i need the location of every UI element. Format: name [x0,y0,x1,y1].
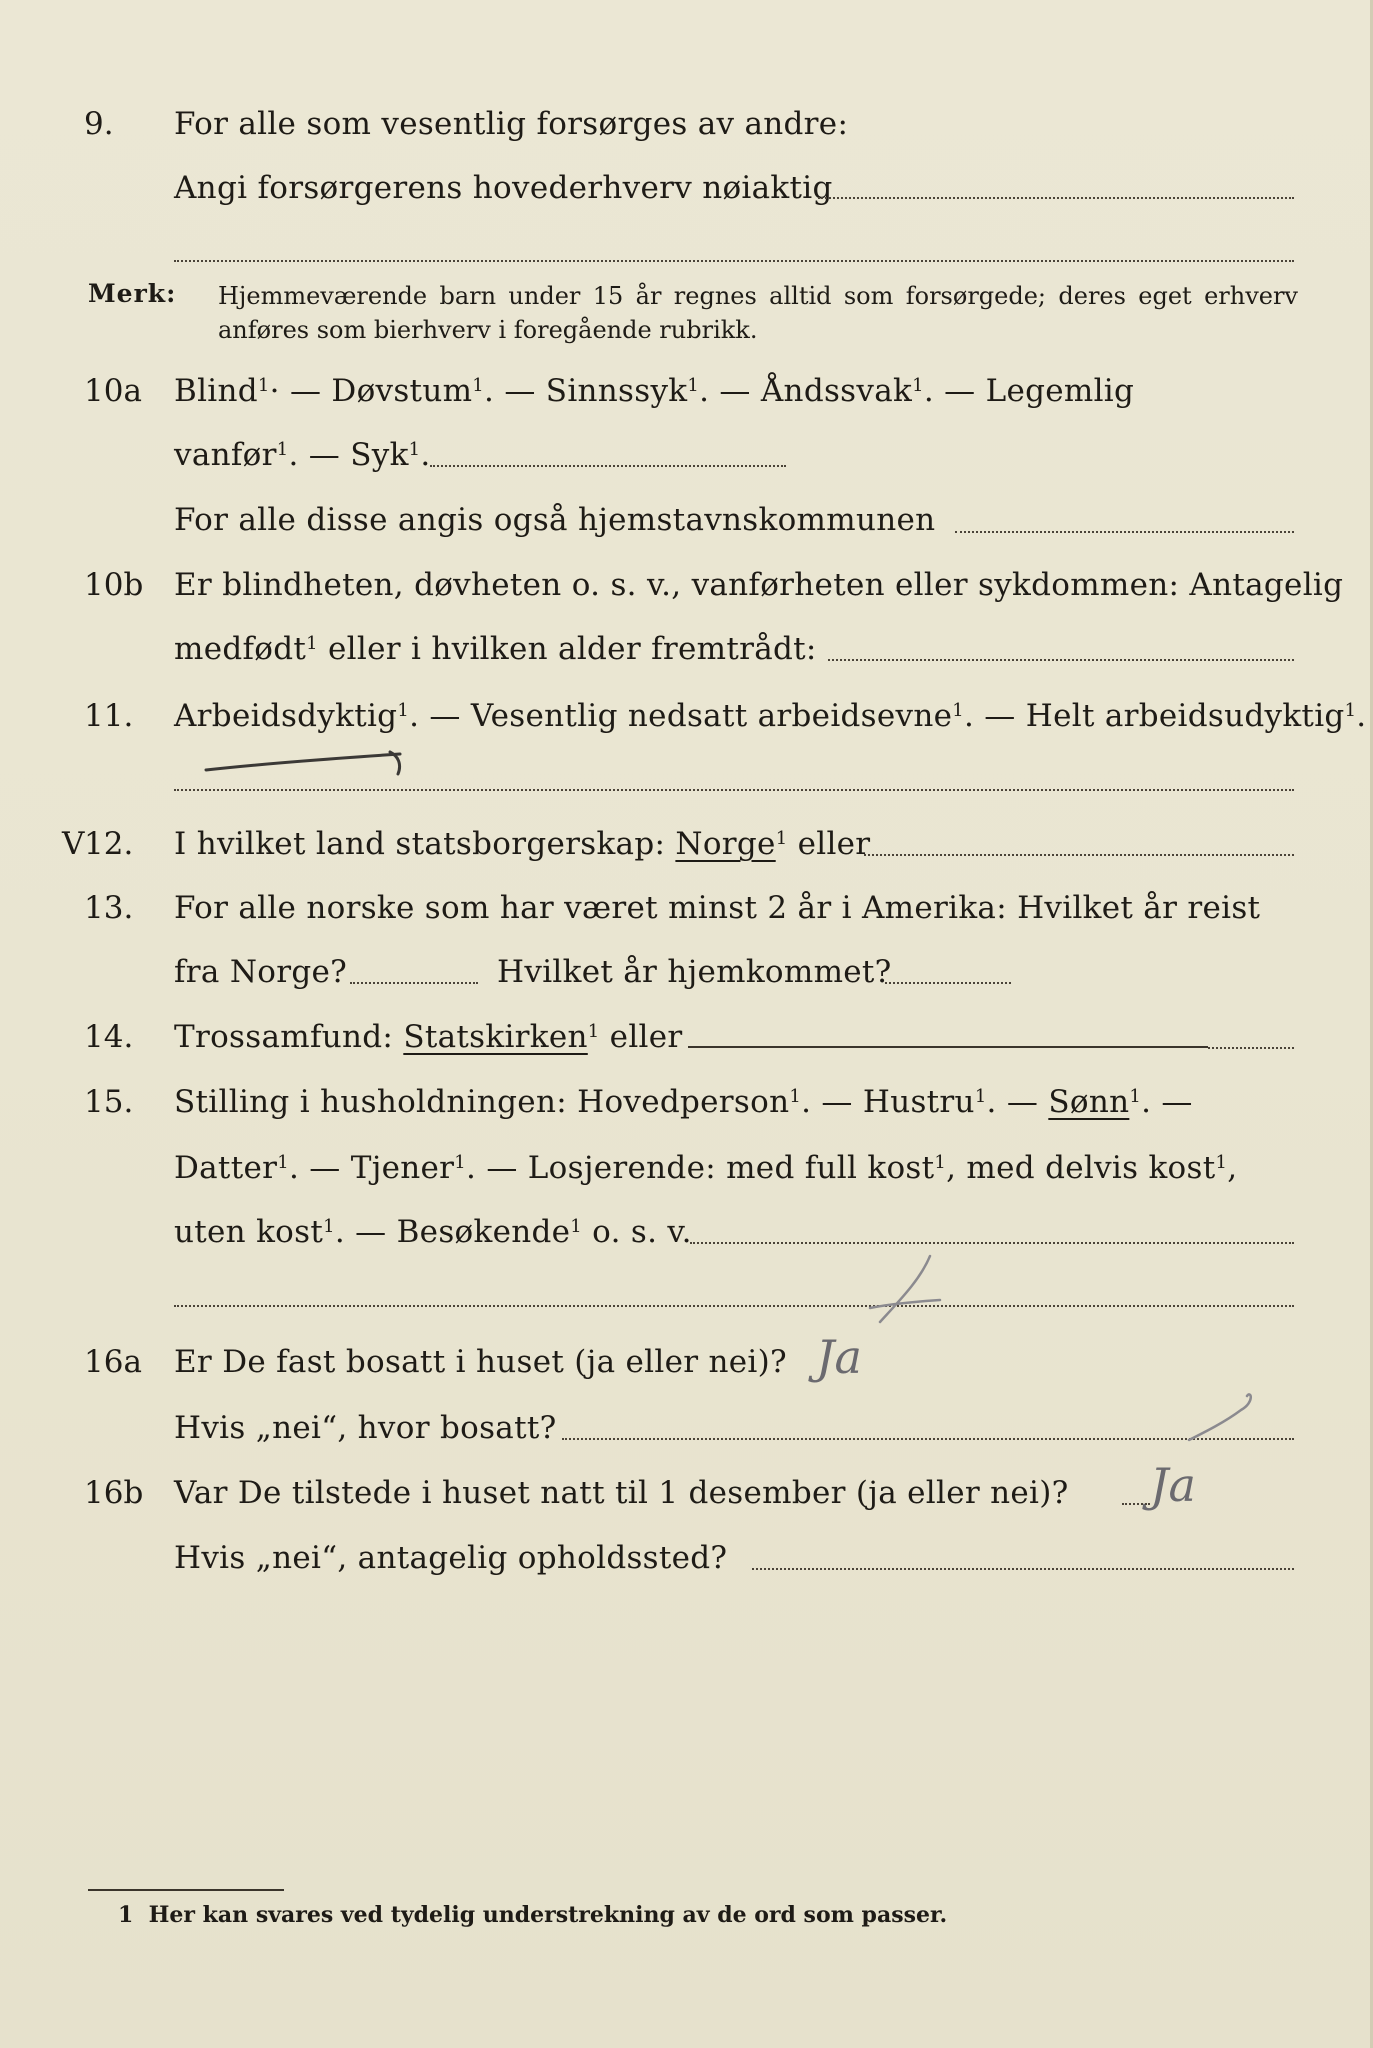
q16a-pencil-ditto [860,1250,960,1330]
q10a-line3: For alle disse angis også hjemstavnskommunen [174,502,936,538]
q10a-dovstum: · — Døvstum [269,373,473,409]
q11-udyktig: . — Helt arbeidsudyktig [964,698,1345,734]
footnote-mark: 1 [306,633,318,655]
footnote-mark: 1 [587,1021,600,1043]
footnote-mark: 1 [408,439,421,461]
footnote-mark: 1 [974,1086,987,1108]
q15-full-kost: . — Losjerende: med full kost [466,1150,935,1186]
q15-sonn: Sønn [1048,1084,1130,1120]
footnote-mark: 1 [397,700,410,722]
q10a-sinnssyk: . — Sinnssyk [484,373,688,409]
q15-delvis-kost: , med delvis kost [946,1150,1216,1186]
footnote-mark: 1 [1129,1086,1142,1108]
q10b-line1: Er blindheten, døvheten o. s. v., vanførheten eller sykdommen: Antagelig [174,567,1344,603]
q10b-line2 [174,631,817,667]
footnote [118,1902,947,1928]
q13-line1: For alle norske som har været minst 2 år i Amerika: Hvilket år reist [174,890,1261,926]
q10a-hjemstavn-line[interactable] [955,531,1294,533]
footnote-mark: 1 [570,1216,583,1238]
q16b-number: 16b [84,1475,144,1511]
merk-note: Hjemmeværende barn under 15 år regnes alltid som forsørgede; deres eget erhverv anføres som bierhverv i foregående rubrikk. [218,282,1298,344]
q14-statskirken: Statskirken [403,1019,588,1055]
q16b-line2: Hvis „nei“, antagelig opholdssted? [174,1540,728,1576]
q16a-line1: Er De fast bosatt i huset (ja eller nei)? [174,1344,787,1380]
footnote-mark: 1 [789,1086,802,1108]
q10b-number: 10b [84,567,144,603]
footnote-mark: 1 [775,828,788,850]
q10a-andssvak: . — Åndssvak [699,373,913,409]
q12-eller: eller [787,826,871,862]
q15-hovedperson: Stilling i husholdningen: Hovedperson [174,1084,790,1120]
q15-datter: Datter [174,1150,278,1186]
q14-answer-line[interactable] [1208,1047,1294,1049]
footnote-mark: 1 [277,1152,289,1174]
footnote-text: Her kan svares ved tydelig understrekning av de ord som passer. [148,1902,948,1928]
q14-trossamfund: Trossamfund: [174,1019,394,1055]
q12-statsborgerskap: I hvilket land statsborgerskap: [174,826,666,862]
q15-dash: . — [986,1084,1049,1120]
q16b-pencil-ditto [1175,1388,1265,1458]
footnote-rule [88,1889,284,1891]
q14-number: 14. [84,1019,134,1055]
q10a-vanfor: vanfør [174,437,277,473]
q15-hustru: . — Hustru [801,1084,975,1120]
q15-osv: o. s. v. [582,1214,692,1250]
q16b-line1: Var De tilstede i huset natt til 1 desember (ja eller nei)? [174,1475,1069,1511]
q15-answer-line[interactable] [690,1242,1294,1244]
q15-line1 [174,1084,1193,1120]
footnote-mark: 1 [952,700,964,722]
q9-number: 9. [84,106,114,142]
q13-fra-norge: fra Norge? [174,954,348,990]
footnote-number: 1 [118,1902,134,1928]
q9-line2: Angi forsørgerens hovederhverv nøiaktig [174,170,833,206]
q15-comma: , [1227,1150,1238,1186]
q11-nedsatt: . — Vesentlig nedsatt arbeidsevne [409,698,953,734]
footnote-mark: 1 [454,1152,467,1174]
q12-number: 12. [84,826,134,862]
q10b-alder: eller i hvilken alder fremtrådt: [317,631,817,667]
q12-answer-line[interactable] [864,854,1294,856]
footnote-mark: 1 [276,439,289,461]
q15-besokende: . — Besøkende [334,1214,571,1250]
q16b-opholdssted-line[interactable] [752,1568,1294,1570]
q13-line2 [174,954,892,990]
q13-hjemkommet-line[interactable] [885,982,1011,984]
q9-answer-line[interactable] [818,197,1294,199]
q11-answer-line[interactable] [174,789,1294,791]
q15-tjener: . — Tjener [288,1150,455,1186]
q14-line1 [174,1019,683,1055]
q16a-handwritten-answer[interactable]: Ja [816,1330,862,1384]
q11-number: 11. [84,698,134,734]
q13-hjemkommet: Hvilket år hjemkommet? [497,954,892,990]
footnote-mark: 1 [257,375,270,397]
q15-line3 [174,1214,692,1250]
q10a-period: . [420,437,431,473]
q16a-number: 16a [84,1344,142,1380]
q10a-syk: . — Syk [288,437,409,473]
q11-period: . [1356,698,1367,734]
q12-margin-mark: V [62,826,85,862]
footnote-mark: 1 [687,375,700,397]
q16b-answer-line[interactable] [1122,1503,1150,1505]
q12-line1 [174,826,870,862]
q15-number: 15. [84,1084,134,1120]
q16a-line2: Hvis „nei“, hvor bosatt? [174,1410,557,1446]
q11-pencil-underline [200,740,420,780]
footnote-mark: 1 [934,1152,947,1174]
q11-line1 [174,698,1366,734]
merk-label: Merk: [88,279,177,308]
footnote-mark: 1 [1215,1152,1228,1174]
q10b-answer-line[interactable] [828,659,1294,661]
q15-line2 [174,1150,1237,1186]
q10a-line2 [174,437,431,473]
q15-uten-kost: uten kost [174,1214,324,1250]
q10a-answer-line[interactable] [430,465,786,467]
q15-dash-end: . — [1141,1084,1193,1120]
q10a-line1 [174,373,1294,409]
q13-number: 13. [84,890,134,926]
q10a-blind: Blind [174,373,258,409]
q16b-handwritten-answer[interactable]: Ja [1150,1458,1196,1512]
q10a-number: 10a [84,373,142,409]
footnote-mark: 1 [323,1216,335,1238]
q11-arbeidsdyktig: Arbeidsdyktig [174,698,398,734]
q13-reist-line[interactable] [350,982,478,984]
q14-pencil-line [688,1046,1208,1048]
q9-line1: For alle som vesentlig forsørges av andre: [174,106,849,142]
footnote-mark: 1 [912,375,924,397]
q15-answer-line-2[interactable] [174,1305,1294,1307]
footnote-mark: 1 [472,375,485,397]
q10b-medfodt: medfødt [174,631,307,667]
footnote-mark: 1 [1344,700,1357,722]
q9-answer-line-2[interactable] [174,260,1294,262]
q14-eller: eller [599,1019,683,1055]
q10a-legemlig: . — Legemlig [923,373,1135,409]
q12-norge: Norge [675,826,776,862]
